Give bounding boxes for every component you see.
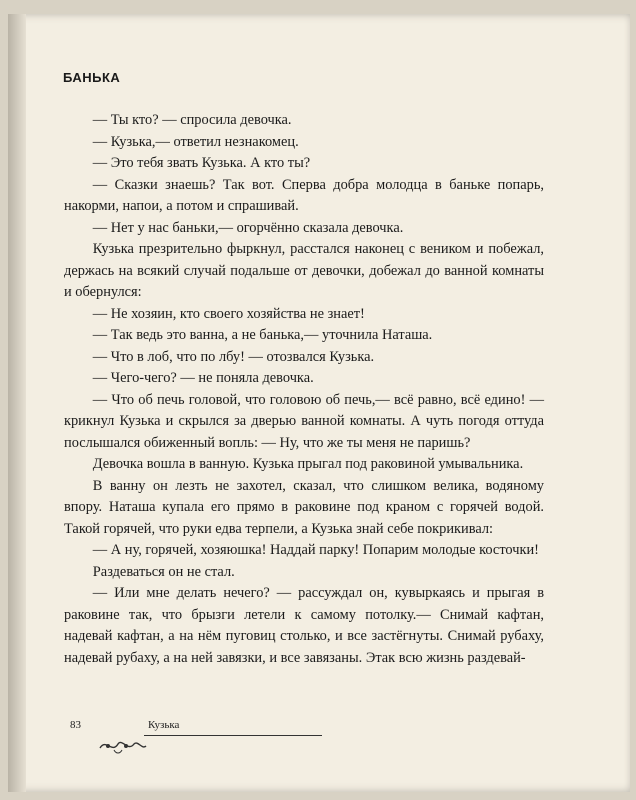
paragraph: — Нет у нас баньки,— огорчённо сказала девочка.	[92, 219, 404, 236]
running-footer-title: Кузька	[148, 719, 180, 731]
ornament-flourish-icon	[98, 736, 148, 756]
paragraph: Кузька презрительно фыркнул, расстался наконец с веником и побежал, держась на всякий случай подальше от девочки, добежал до ванной комнаты и обернулся:	[64, 241, 544, 300]
paragraph: — Ты кто? — спросила девочка.	[92, 112, 292, 128]
page-binding-shadow	[8, 14, 26, 792]
chapter-title: БАНЬКА	[63, 70, 121, 85]
paragraph: — Это тебя звать Кузька. А кто ты?	[92, 155, 311, 171]
paragraph: — Что в лоб, что по лбу! — отозвался Кузька.	[92, 348, 375, 365]
page-number: 83	[70, 719, 81, 731]
paragraph: — Чего-чего? — не поняла девочка.	[92, 370, 314, 386]
book-page	[8, 14, 630, 792]
paragraph: В ванну он лезть не захотел, сказал, что слишком велика, водяному впору. Наташа купала его прямо в раковине под краном с горячей водой. Такой горячей, что руки едва терпели, а Кузька знай себе покрикивал:	[64, 477, 544, 537]
paragraph: — Не хозяин, кто своего хозяйства не знает!	[92, 305, 365, 322]
paragraph: — Или мне делать нечего? — рассуждал он, кувыркаясь и прыгая в раковине так, что брызги летели к самому потолку.— Снимай кафтан, надевай кафтан, а на нём пуговиц столько, и все застёгнуты. Снимай рубаху, надевай рубаху, а на ней завязки, и все завязаны. Этак всю жизнь раздевай-	[64, 585, 544, 666]
paragraph: Раздеваться он не стал.	[92, 563, 235, 580]
footer-rule	[144, 735, 322, 736]
paragraph: — Сказки знаешь? Так вот. Сперва добра молодца в баньке попарь, накорми, напои, а потом и спрашивай.	[64, 176, 544, 214]
body-text	[64, 110, 544, 669]
paragraph: — Что об печь головой, что головою об печь,— всё равно, всё едино! — крикнул Кузька и скрылся за дверью ванной комнаты. А чуть погодя оттуда послышался обиженный вопль: — Ну, что же ты меня не паришь?	[64, 391, 544, 451]
paragraph: — Так ведь это ванна, а не банька,— уточнила Наташа.	[92, 327, 433, 343]
paragraph: — А ну, горячей, хозяюшка! Наддай парку! Попарим молодые косточки!	[92, 542, 539, 558]
paragraph: Девочка вошла в ванную. Кузька прыгал под раковиной умывальника.	[92, 456, 524, 472]
paragraph: — Кузька,— ответил незнакомец.	[92, 133, 299, 150]
